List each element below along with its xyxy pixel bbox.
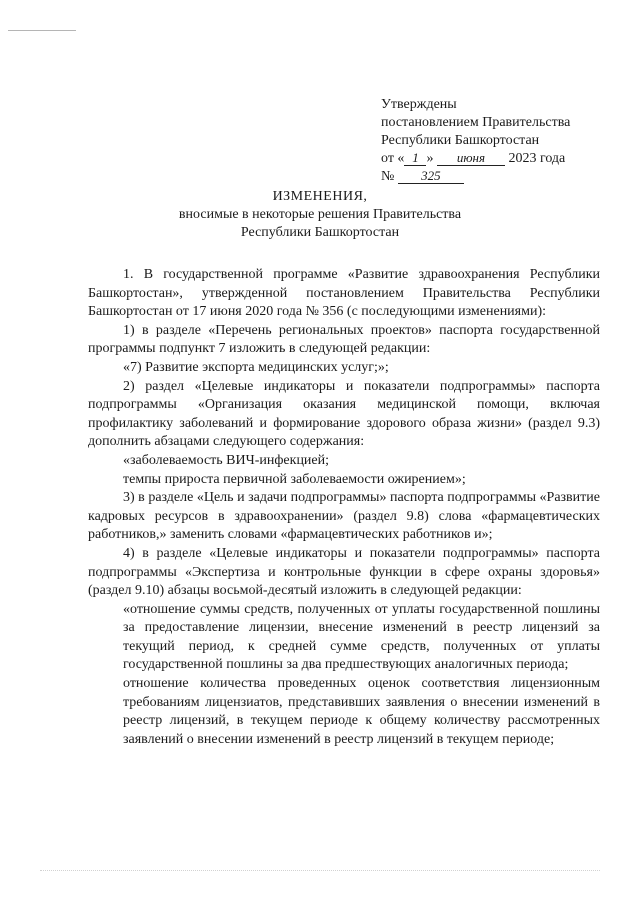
heading-line-2: вносимые в некоторые решения Правительства	[178, 207, 462, 222]
approval-number	[381, 168, 570, 186]
paragraph-7: 3) в разделе «Цель и задачи подпрограммы» паспорта подпрограммы «Развитие кадровых ресурсов в здравоохранении» (раздел 9.8) слова «фармацевтических работников,» заменить словами «фармацевтических работников и»;	[88, 490, 600, 543]
date-prefix: от «	[381, 151, 405, 166]
approval-block	[381, 96, 570, 186]
number-value: 325	[398, 168, 464, 184]
approval-line-2: постановлением Правительства	[381, 115, 571, 130]
paragraph-5: «заболеваемость ВИЧ-инфекцией;	[123, 452, 330, 468]
approval-line-3: Республики Башкортостан	[381, 133, 540, 148]
document-body	[88, 266, 600, 749]
scan-mark	[8, 30, 76, 31]
paragraph-3: «7) Развитие экспорта медицинских услуг;»;	[123, 359, 389, 375]
date-mid: »	[426, 151, 434, 166]
paragraph-4: 2) раздел «Целевые индикаторы и показатели подпрограммы» паспорта подпрограммы «Организация оказания медицинской помощи, включая профилактику заболеваний и формирование здорового образа жизни» (раздел 9.3) дополнить абзацами следующего содержания:	[88, 378, 600, 450]
paragraph-8: 4) в разделе «Целевые индикаторы и показатели подпрограммы» паспорта подпрограммы «Экспертиза и контрольные функции в сфере охраны здоровья» (раздел 9.10) абзацы восьмой-десятый изложить в следующей редакции:	[88, 545, 600, 599]
date-month: июня	[437, 150, 505, 166]
paragraph-6: темпы прироста первичной заболеваемости ожирением»;	[123, 471, 466, 487]
paragraph-2: 1) в разделе «Перечень региональных проектов» паспорта государственной программы подпункт 7 изложить в следующей редакции:	[88, 322, 600, 357]
heading-title: ИЗМЕНЕНИЯ,	[272, 189, 368, 204]
date-year: 2023 года	[508, 151, 566, 166]
approval-line-1: Утверждены	[381, 97, 457, 112]
document-heading	[0, 188, 640, 242]
number-prefix: №	[381, 169, 395, 184]
scan-footer-dots	[40, 870, 600, 871]
paragraph-9: «отношение суммы средств, полученных от уплаты государственной пошлины за предоставление лицензии, внесение изменений в реестр лицензий за текущий период, к средней сумме средств, полученных от уплаты государственной пошлины за два предшествующих аналогичных периода;	[123, 601, 600, 673]
paragraph-10: отношение количества проведенных оценок соответствия лицензионным требованиям лицензиатов, представивших заявления о внесении изменений в реестр лицензий, в текущем периоде к общему количеству рассмотренных заявлений о внесении изменений в реестр лицензий в текущем периоде;	[123, 676, 600, 747]
paragraph-1: 1. В государственной программе «Развитие здравоохранения Республики Башкортостан», утвержденной постановлением Правительства Республики Башкортостан от 17 июня 2020 года № 356 (с последующими изменениями):	[88, 267, 600, 320]
heading-line-3: Республики Башкортостан	[240, 225, 400, 240]
date-day: 1	[404, 150, 426, 166]
approval-date	[381, 150, 570, 168]
